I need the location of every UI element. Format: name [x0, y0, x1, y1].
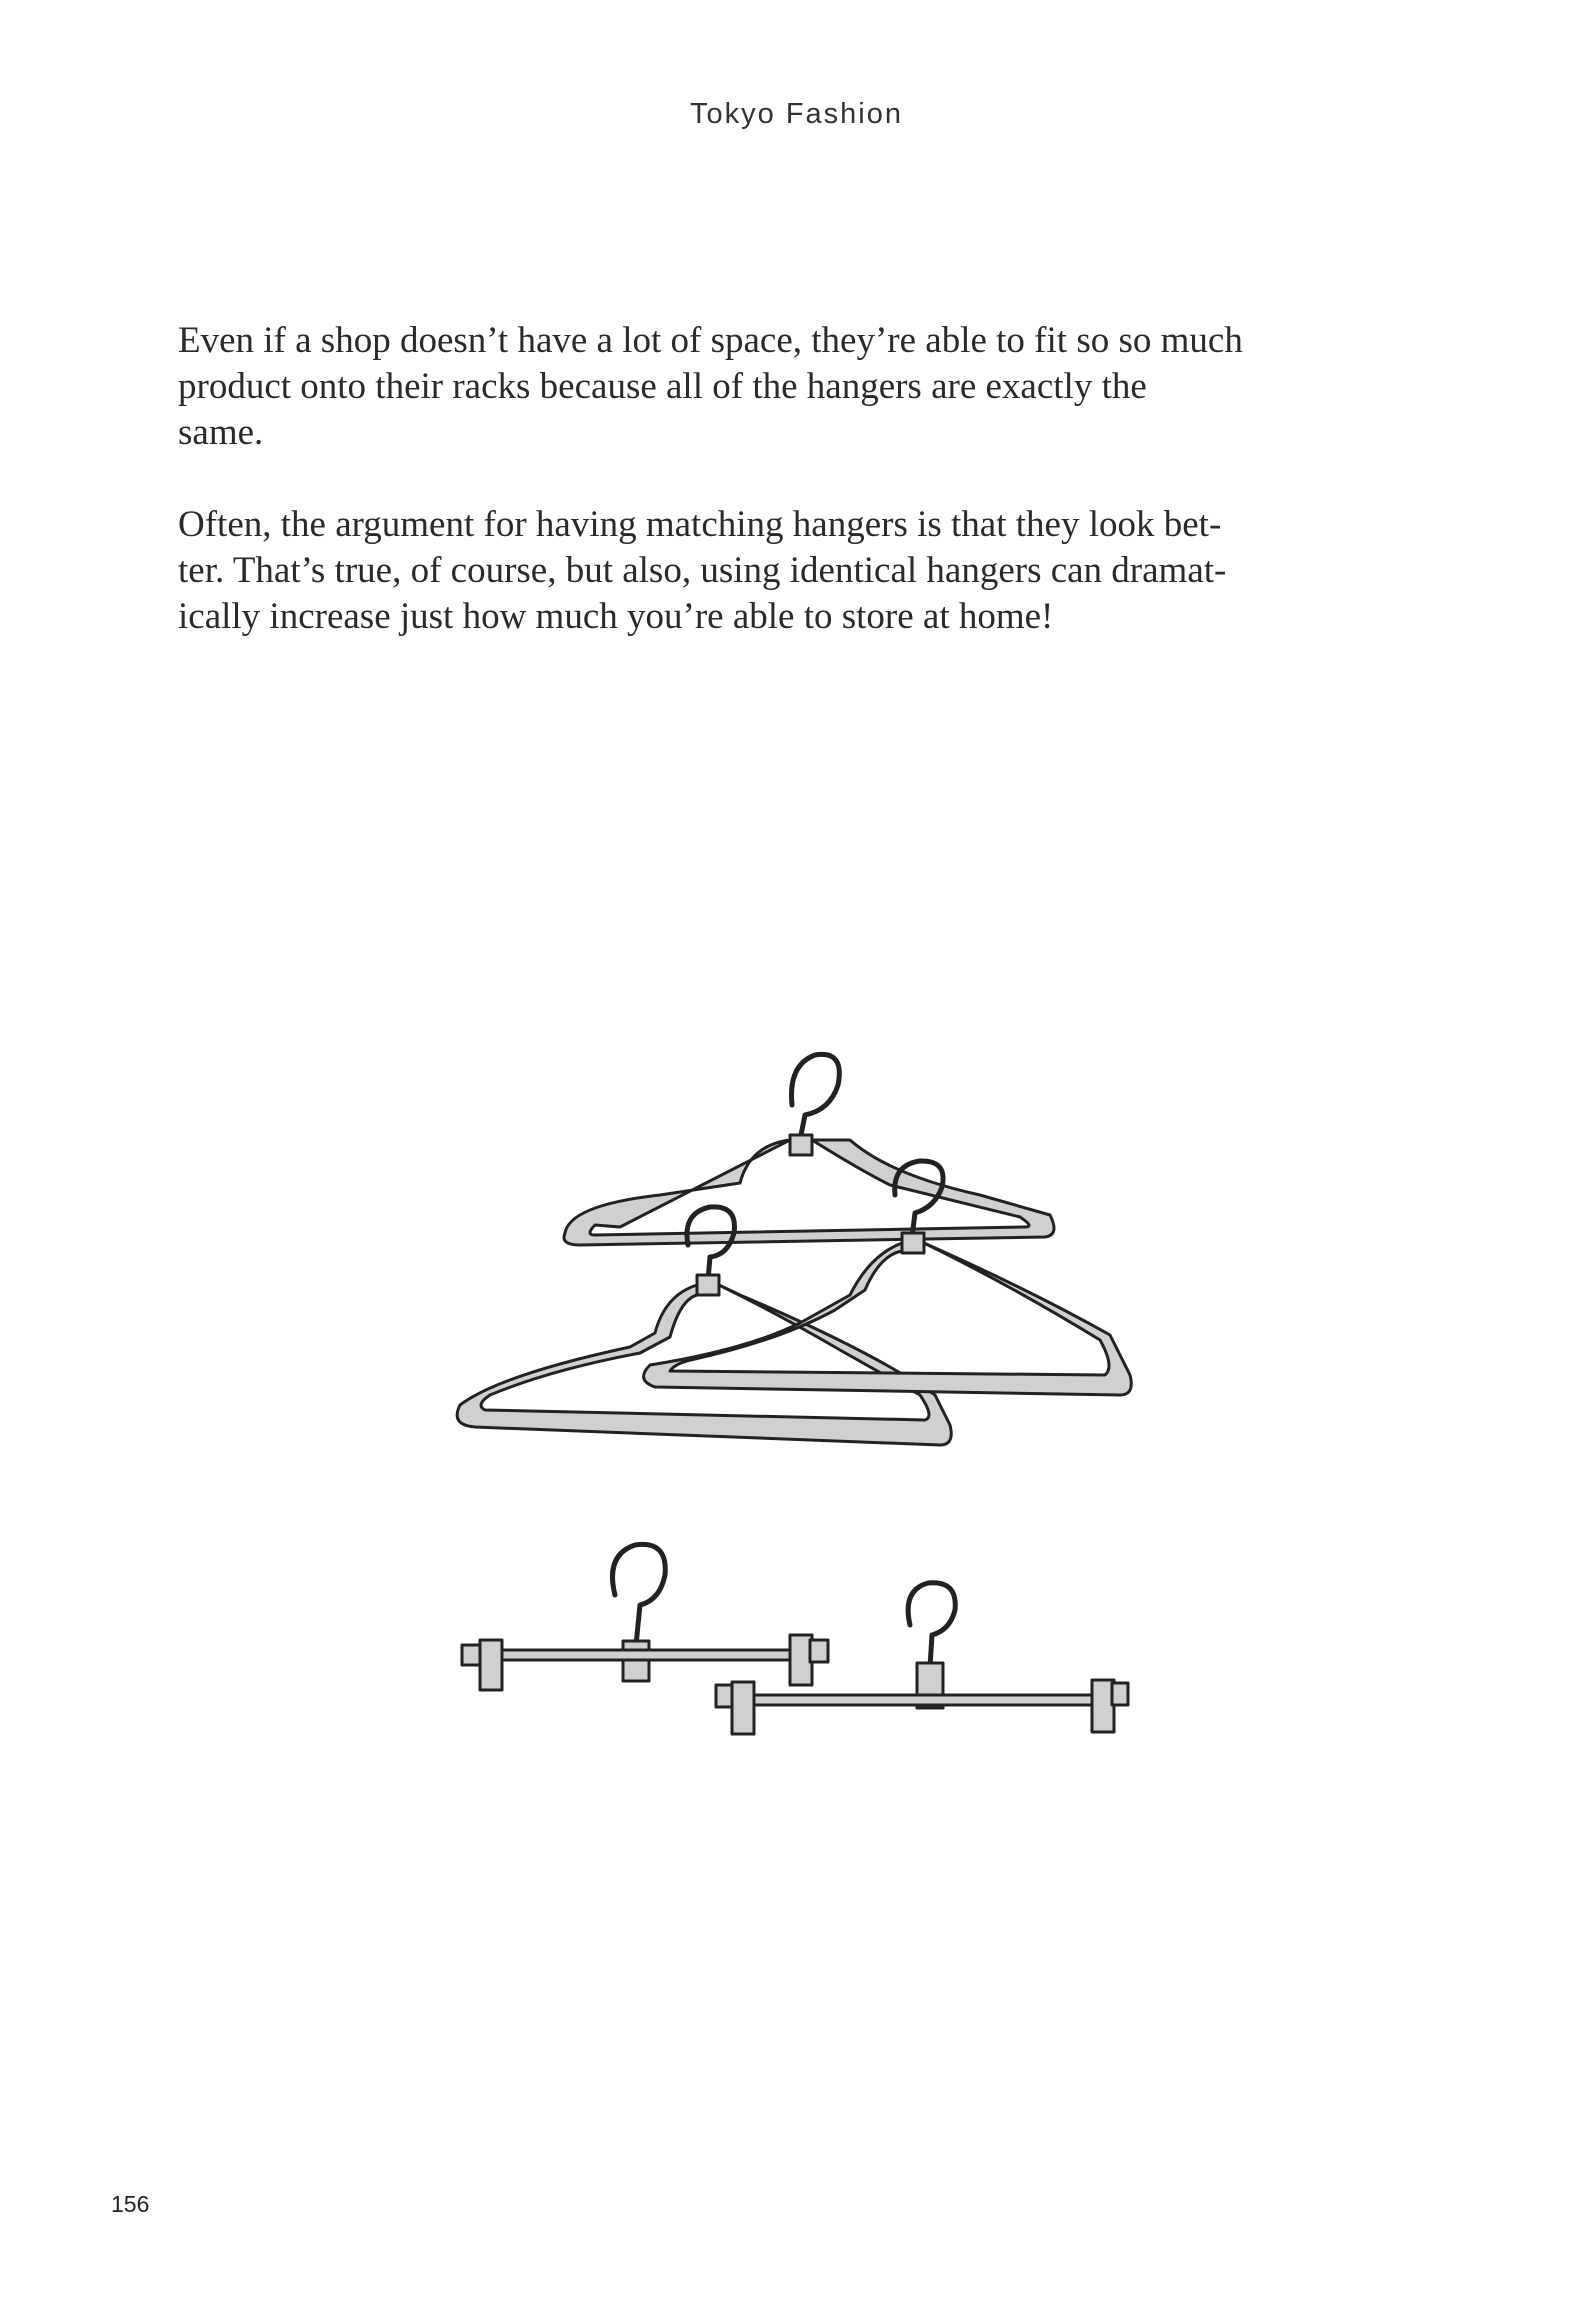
clip-hanger-left	[462, 1544, 828, 1690]
body-text	[178, 318, 1378, 640]
paragraph-2: Often, the argument for having matching hangers is that they look bet- ter. That’s true, of course, but also, using identical hangers can dramat- ically increase just how much you’re able to store at home!	[178, 504, 1227, 637]
shirt-hanger-back	[564, 1054, 1054, 1245]
paragraph-1: Even if a shop doesn’t have a lot of space, they’re able to fit so so much product onto their racks because all of the hangers are exactly the same.	[178, 320, 1243, 453]
running-header: Tokyo Fashion	[690, 98, 903, 130]
hangers-illustration	[420, 955, 1160, 1815]
page-number: 156	[111, 2191, 150, 2217]
